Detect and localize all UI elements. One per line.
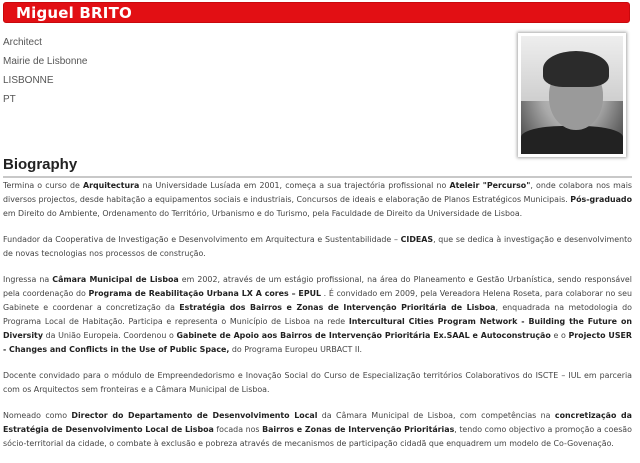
portrait-photo (518, 33, 626, 157)
profile-role: Architect (3, 37, 42, 48)
header-bar (3, 2, 630, 23)
profile-city: LISBONNE (3, 75, 54, 86)
biography-paragraph: Fundador da Cooperativa de Investigação e Desenvolvimento em Arquitectura e Sustentabilidade – CIDEAS, que se dedica à investigação e desenvolvimento de novas tecnologias nos processos de construção. (3, 235, 632, 258)
section-divider (3, 176, 632, 178)
biography-paragraph: Nomeado como Director do Departamento de Desenvolvimento Local da Câmara Municipal de Lisboa, com competências na concretização da Estratégia de Desenvolvimento Local de Lisboa focada nos Bairros e Zonas de Intervenção Prioritárias, tendo como objectivo a promoção a coesão sócio-territorial da cidade, o combate à exclusão e pobreza através de mecanismos de participação cidadã que enquadrem um modelo de Co-Govenação. (3, 411, 632, 448)
profile-organization: Mairie de Lisbonne (3, 56, 88, 67)
biography-text (3, 179, 632, 463)
profile-info (3, 33, 88, 109)
biography-paragraph: Ingressa na Câmara Municipal de Lisboa em 2002, através de um estágio profissional, na área do Planeamento e Gestão Urbanística, sendo responsável pela coordenação do Programa de Reabilitação Urbana LX A cores – EPUL . É convidado em 2009, pela Vereadora Helena Roseta, para colaborar no seu Gabinete e coordenar a concretização da Estratégia dos Bairros e Zonas de Intervenção Prioritária de Lisboa, enquadrada na metodologia do Programa Local de Habitação. Participa e representa o Município de Lisboa na rede Intercultural Cities Program Network - Building the Future on Diversity da União Europeia. Coordenou o Gabinete de Apoio aos Bairros de Intervenção Prioritária Ex.SAAL e Autoconstrução e o Projecto USER - Changes and Conflicts in the Use of Public Space, do Programa Europeu URBACT II. (3, 275, 632, 354)
profile-name: Miguel BRITO (16, 4, 132, 22)
biography-paragraph: Docente convidado para o módulo de Empreendedorismo e Inovação Social do Curso de Especialização territórios Colaborativos do ISCTE – IUL em parceria com os Arquitectos sem fronteiras e a Câmara Municipal de Lisboa. (3, 371, 632, 394)
profile-country: PT (3, 94, 16, 105)
biography-paragraph: Termina o curso de Arquitectura na Universidade Lusíada em 2001, começa a sua trajectória profissional no Ateleir "Percurso", onde colabora nos mais diversos projectos, desde habitação a equipamentos sociais e industriais, Concursos de ideais e elaboração de Planos Estratégicos Municipais. Pós-graduado em Direito do Ambiente, Ordenamento do Território, Urbanismo e do Turismo, pela Faculdade de Direito da Universidade de Lisboa. (3, 181, 633, 218)
photo-image (521, 36, 623, 154)
biography-heading: Biography (3, 156, 78, 173)
